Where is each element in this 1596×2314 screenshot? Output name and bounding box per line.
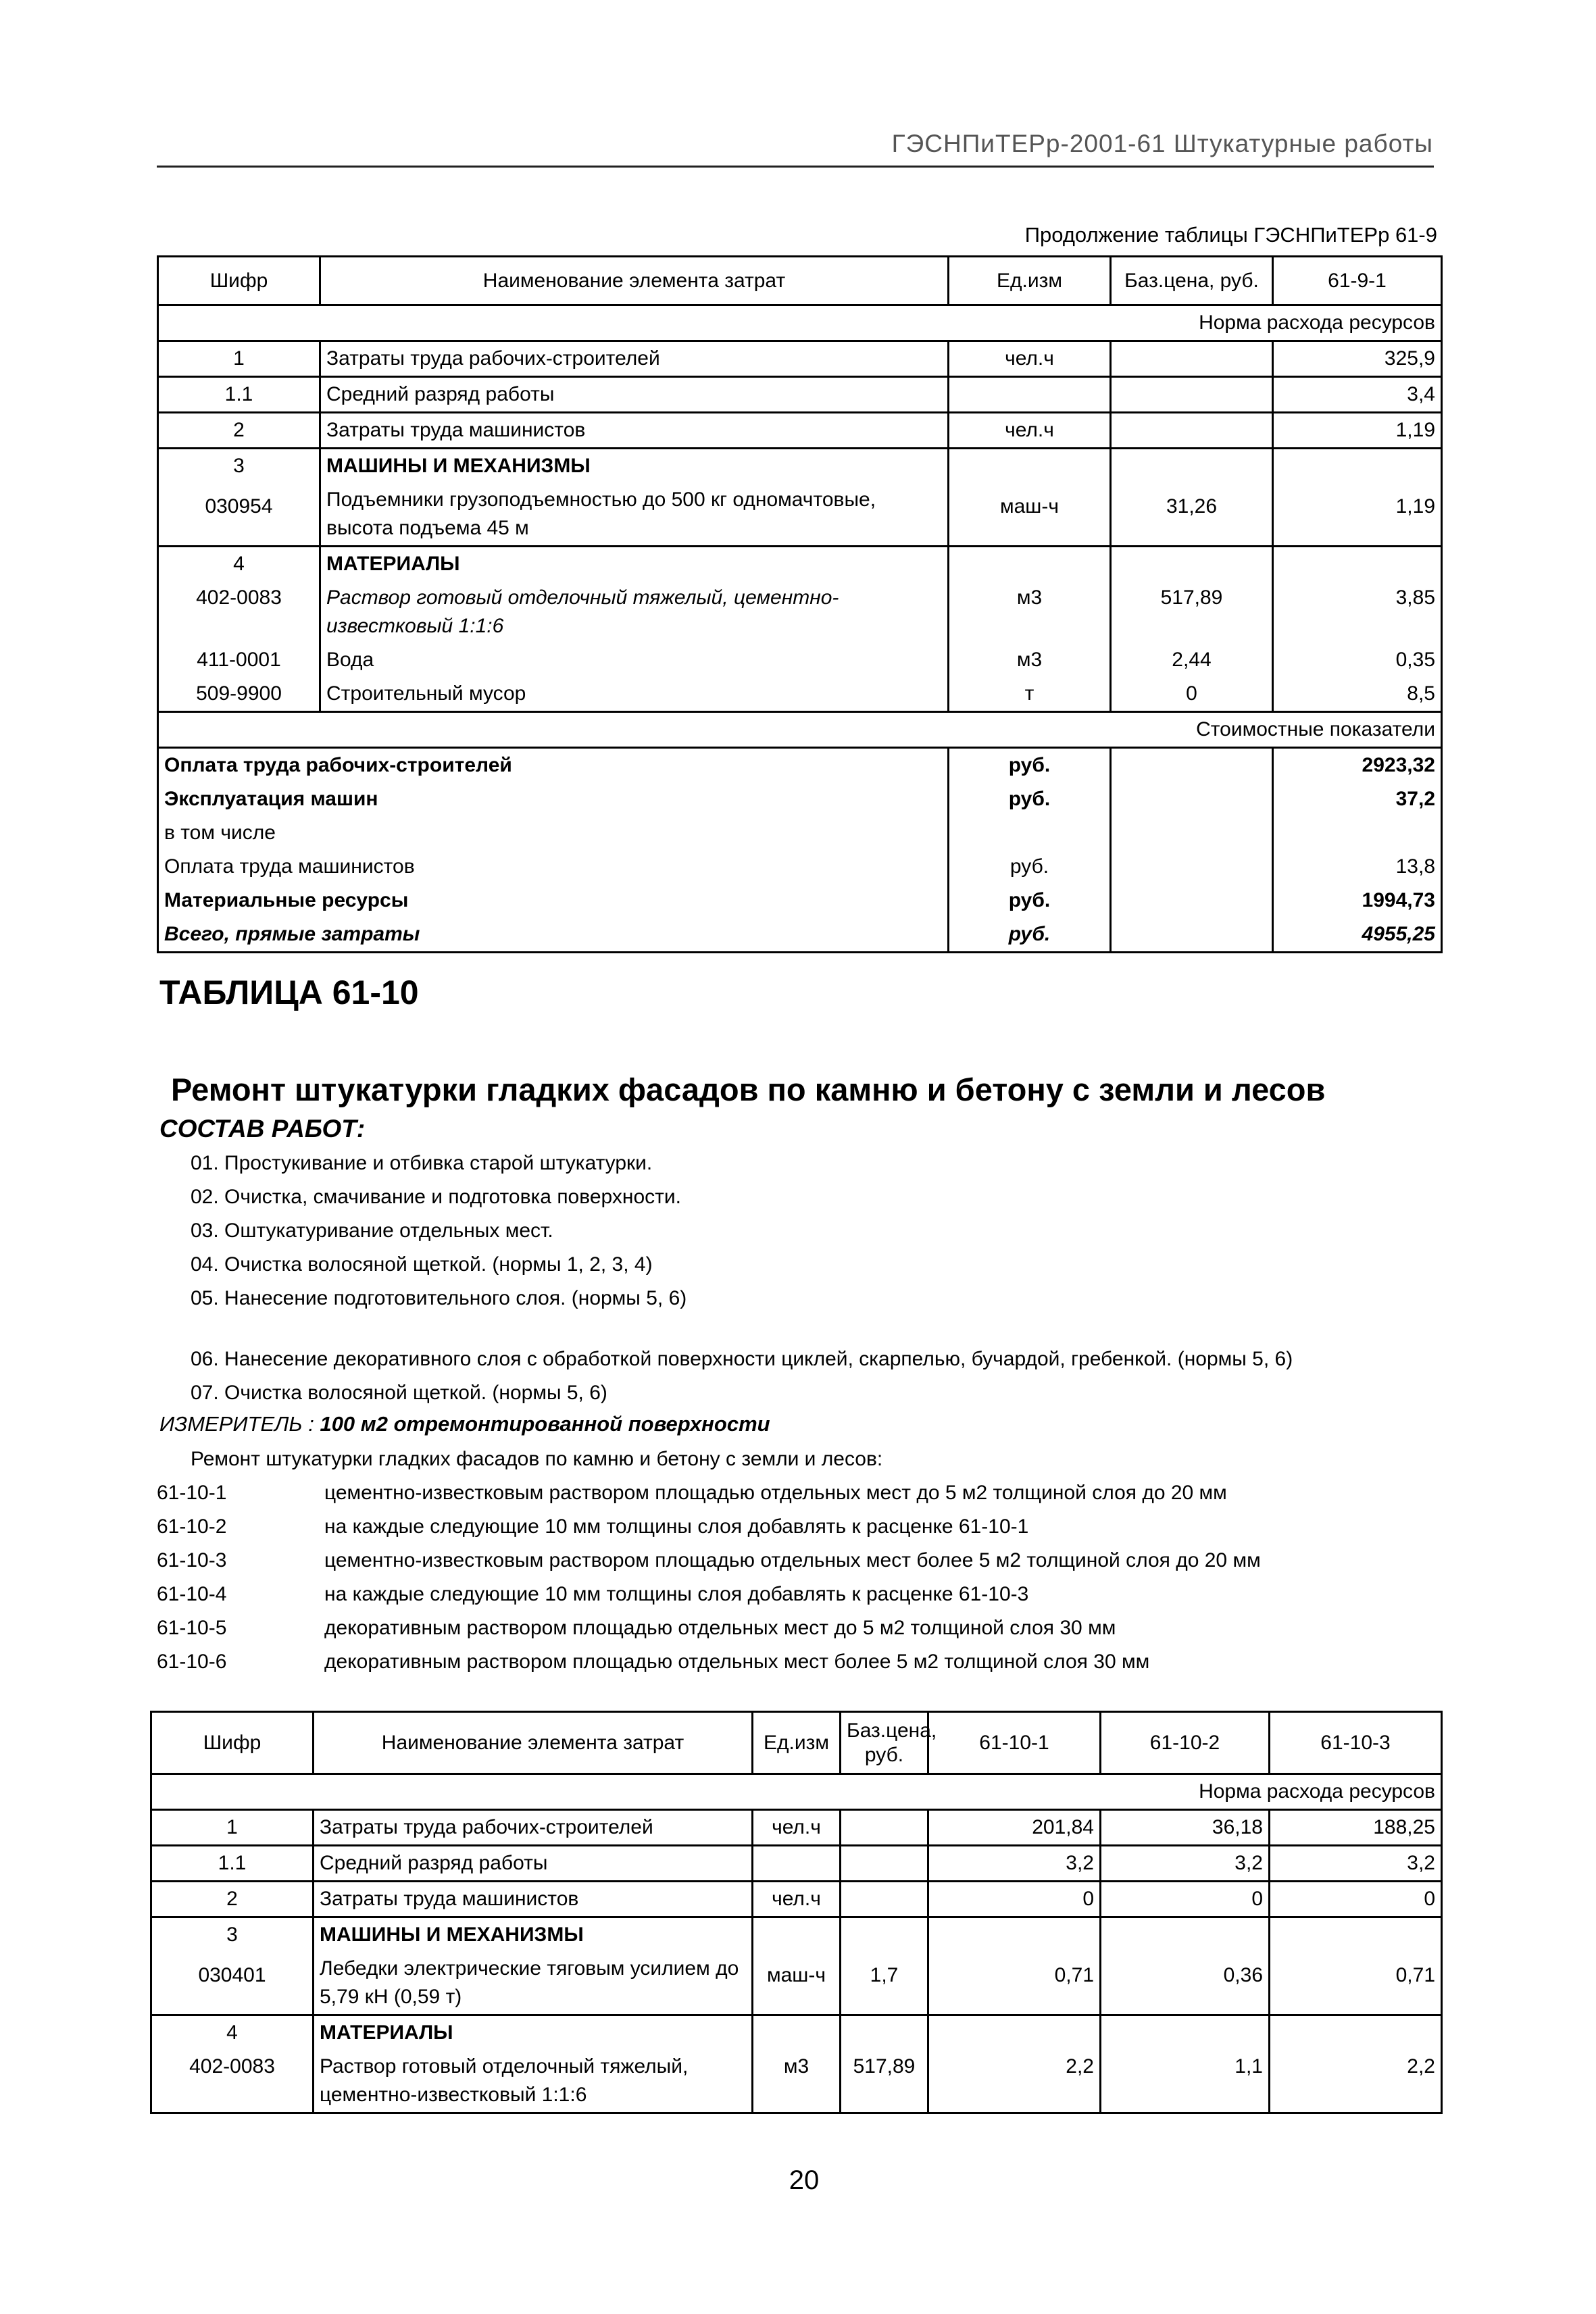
- cell-code: 4: [158, 547, 320, 582]
- cell-value-1: 0,71: [928, 1952, 1101, 2015]
- rate-description: цементно-известковым раствором площадью отдельных мест до 5 м2 толщиной слоя до 20 мм: [324, 1482, 1227, 1504]
- cell-code: 2: [158, 413, 320, 449]
- col-header-rate: 61-9-1: [1328, 269, 1387, 292]
- cell-code: 1.1: [151, 1846, 314, 1882]
- table-row: [158, 677, 1442, 712]
- cell-value: 325,9: [1384, 347, 1435, 370]
- cell-code: 3: [151, 1917, 314, 1953]
- cell-code: 402-0083: [151, 2050, 314, 2113]
- cell-value-2: 3,2: [1101, 1846, 1270, 1882]
- rate-description: декоративным раствором площадью отдельных мест до 5 м2 толщиной слоя 30 мм: [324, 1617, 1116, 1639]
- cell-value-3: 0,71: [1395, 1964, 1435, 1986]
- cell-unit: чел.ч: [753, 1882, 841, 1917]
- works-heading: СОСТАВ РАБОТ:: [159, 1115, 366, 1142]
- table-header-row: [151, 1712, 1442, 1774]
- cell-value-1: 201,84: [928, 1810, 1101, 1846]
- cell-price: [1111, 449, 1273, 484]
- table-row: [151, 1882, 1442, 1917]
- cost-value: 4955,25: [1362, 923, 1435, 945]
- cell-unit: чел.ч: [949, 413, 1111, 449]
- work-item: 05. Нанесение подготовительного слоя. (нормы 5, 6): [191, 1287, 687, 1309]
- cell-name: Средний разряд работы: [320, 377, 949, 413]
- cell-code: 2: [151, 1882, 314, 1917]
- cell-price: 31,26: [1111, 483, 1273, 547]
- cell-code: 402-0083: [158, 581, 320, 643]
- cost-empty: [1111, 816, 1273, 850]
- cost-empty: [1111, 748, 1273, 783]
- cost-row: [158, 850, 1442, 884]
- rate-code: 61-10-6: [157, 1651, 227, 1673]
- cost-header: Стоимостные показатели: [1196, 718, 1435, 740]
- cell-price: [841, 1810, 928, 1846]
- rate-code: 61-10-3: [157, 1549, 227, 1571]
- cost-label: Эксплуатация машин: [158, 782, 949, 816]
- cost-row: [158, 782, 1442, 816]
- cell-price: [841, 2015, 928, 2051]
- cell-value: 8,5: [1407, 682, 1435, 705]
- cost-empty: [1111, 884, 1273, 917]
- table-row: [151, 1810, 1442, 1846]
- col-header-unit: Ед.изм: [753, 1712, 841, 1774]
- table-row: [151, 1917, 1442, 1953]
- work-item: 01. Простукивание и отбивка старой штукатурки.: [191, 1152, 653, 1174]
- cell-price: 2,44: [1111, 643, 1273, 677]
- table-row: [158, 377, 1442, 413]
- cell-value: 3,85: [1395, 586, 1435, 609]
- cell-name: Строительный мусор: [320, 677, 949, 712]
- cell-code: 030401: [151, 1952, 314, 2015]
- cell-code: 509-9900: [158, 677, 320, 712]
- cell-value-3: 0: [1424, 1888, 1435, 1910]
- cell-price: 1,7: [841, 1952, 928, 2015]
- measure-unit-label: ИЗМЕРИТЕЛЬ :: [159, 1412, 314, 1436]
- cost-unit: руб.: [949, 917, 1111, 953]
- cost-value: 37,2: [1395, 788, 1435, 810]
- cell-price: [841, 1917, 928, 1953]
- col-header-rate-1: 61-10-1: [928, 1712, 1101, 1774]
- cost-label: Материальные ресурсы: [158, 884, 949, 917]
- cost-empty: [1111, 850, 1273, 884]
- cell-value-3: 188,25: [1373, 1816, 1435, 1838]
- rate-description: на каждые следующие 10 мм толщины слоя добавлять к расценке 61-10-1: [324, 1515, 1029, 1538]
- cell-name: Лебедки электрические тяговым усилием до 5,79 кН (0,59 т): [314, 1952, 753, 2015]
- cell-value-3: [1270, 1917, 1442, 1953]
- cell-value-3: 3,2: [1407, 1852, 1435, 1874]
- cell-code: 1.1: [158, 377, 320, 413]
- cost-row: [158, 816, 1442, 850]
- cell-unit: м3: [753, 2050, 841, 2113]
- table-row: [151, 1846, 1442, 1882]
- table-61-10: [150, 1711, 1443, 2114]
- cell-value: 1,19: [1395, 419, 1435, 441]
- col-header-price: Баз.цена, руб.: [1111, 257, 1273, 305]
- cell-value-1: 0: [928, 1882, 1101, 1917]
- table-61-9-continuation: [157, 255, 1443, 953]
- cell-name: МАШИНЫ И МЕХАНИЗМЫ: [320, 449, 949, 484]
- cost-label: Оплата труда машинистов: [158, 850, 949, 884]
- cell-value-3: 2,2: [1407, 2055, 1435, 2078]
- col-header-rate-2: 61-10-2: [1101, 1712, 1270, 1774]
- table-row: [158, 413, 1442, 449]
- header-rule: [157, 166, 1434, 168]
- cell-name: Затраты труда машинистов: [320, 413, 949, 449]
- cell-name: Затраты труда рабочих-строителей: [320, 341, 949, 377]
- norm-header: Норма расхода ресурсов: [1199, 311, 1435, 334]
- rate-code: 61-10-4: [157, 1583, 227, 1605]
- cell-name: МАТЕРИАЛЫ: [314, 2015, 753, 2051]
- col-header-code: Шифр: [158, 257, 320, 305]
- cell-unit: маш-ч: [949, 483, 1111, 547]
- table-row: [158, 547, 1442, 582]
- cell-price: 517,89: [841, 2050, 928, 2113]
- cell-price: [841, 1846, 928, 1882]
- table-row: [158, 483, 1442, 547]
- col-header-code: Шифр: [151, 1712, 314, 1774]
- cell-value-2: 1,1: [1101, 2050, 1270, 2113]
- cell-name: Раствор готовый отделочный тяжелый, цементно-известковый 1:1:6: [314, 2050, 753, 2113]
- cell-value: 0,35: [1395, 649, 1435, 671]
- cell-value: 1,19: [1395, 495, 1435, 518]
- cell-price: [1111, 547, 1273, 582]
- cost-label: в том числе: [158, 816, 949, 850]
- cell-unit: т: [949, 677, 1111, 712]
- cost-row-total: [158, 917, 1442, 953]
- running-header: ГЭСНПиТЕРр-2001-61 Штукатурные работы: [891, 130, 1433, 157]
- cell-value-1: 2,2: [928, 2050, 1101, 2113]
- cell-code: 411-0001: [158, 643, 320, 677]
- cell-name: МАТЕРИАЛЫ: [320, 547, 949, 582]
- rate-code: 61-10-5: [157, 1617, 227, 1639]
- cell-price: 517,89: [1111, 581, 1273, 643]
- cell-name: Затраты труда машинистов: [314, 1882, 753, 1917]
- rate-code: 61-10-1: [157, 1482, 227, 1504]
- cost-unit: [949, 816, 1111, 850]
- cell-name: МАШИНЫ И МЕХАНИЗМЫ: [314, 1917, 753, 1953]
- cost-label: Всего, прямые затраты: [158, 917, 949, 953]
- rate-code: 61-10-2: [157, 1515, 227, 1538]
- cell-name: Подъемники грузоподъемностью до 500 кг одномачтовые, высота подъема 45 м: [320, 483, 949, 547]
- cell-value-1: [928, 1917, 1101, 1953]
- cell-value-2: 0: [1101, 1882, 1270, 1917]
- rate-description: цементно-известковым раствором площадью отдельных мест более 5 м2 толщиной слоя до 20 мм: [324, 1549, 1261, 1571]
- cost-unit: руб.: [949, 782, 1111, 816]
- cell-price: [841, 1882, 928, 1917]
- cell-value-2: [1101, 2015, 1270, 2051]
- cell-name: Вода: [320, 643, 949, 677]
- table-row: [158, 449, 1442, 484]
- cell-code: 4: [151, 2015, 314, 2051]
- cell-unit: [949, 377, 1111, 413]
- cell-value-1: 3,2: [928, 1846, 1101, 1882]
- table-row: [158, 581, 1442, 643]
- cell-unit: чел.ч: [753, 1810, 841, 1846]
- continuation-caption: Продолжение таблицы ГЭСНПиТЕРр 61-9: [1024, 223, 1437, 247]
- cell-value-2: 36,18: [1101, 1810, 1270, 1846]
- table-row: [158, 341, 1442, 377]
- cell-value: [1273, 547, 1442, 582]
- cell-price: [1111, 377, 1273, 413]
- cell-unit: [949, 547, 1111, 582]
- measure-unit-value: 100 м2 отремонтированной поверхности: [320, 1412, 770, 1436]
- cell-value-1: [928, 2015, 1101, 2051]
- work-item: 07. Очистка волосяной щеткой. (нормы 5, 6): [191, 1382, 607, 1404]
- cell-code: 1: [151, 1810, 314, 1846]
- cell-value-3: [1270, 2015, 1442, 2051]
- cell-code: 030954: [158, 483, 320, 547]
- cell-name: Затраты труда рабочих-строителей: [314, 1810, 753, 1846]
- page-number: 20: [789, 2165, 820, 2195]
- cell-unit: чел.ч: [949, 341, 1111, 377]
- cell-code: 3: [158, 449, 320, 484]
- cell-unit: м3: [949, 581, 1111, 643]
- cost-value: 13,8: [1395, 855, 1435, 878]
- norm-header-row: [158, 305, 1442, 341]
- rates-intro: Ремонт штукатурки гладких фасадов по камню и бетону с земли и лесов:: [191, 1448, 883, 1470]
- col-header-rate-3: 61-10-3: [1320, 1731, 1391, 1754]
- cost-unit: руб.: [949, 850, 1111, 884]
- cost-row: [158, 884, 1442, 917]
- work-item: 04. Очистка волосяной щеткой. (нормы 1, 2, 3, 4): [191, 1253, 653, 1276]
- cell-unit: [949, 449, 1111, 484]
- cell-value: 3,4: [1407, 383, 1435, 405]
- section-title: Ремонт штукатурки гладких фасадов по камню и бетону с земли и лесов: [171, 1072, 1326, 1107]
- col-header-unit: Ед.изм: [949, 257, 1111, 305]
- cell-name: Средний разряд работы: [314, 1846, 753, 1882]
- col-header-price: Баз.цена, руб.: [841, 1712, 928, 1774]
- cell-value-2: 0,36: [1101, 1952, 1270, 2015]
- table-title: ТАБЛИЦА 61-10: [159, 974, 419, 1011]
- cell-name: Раствор готовый отделочный тяжелый, цементно-известковый 1:1:6: [320, 581, 949, 643]
- cost-empty: [1111, 782, 1273, 816]
- cell-unit: [753, 1917, 841, 1953]
- cell-code: 1: [158, 341, 320, 377]
- cost-value: [1273, 816, 1442, 850]
- cell-price: [1111, 341, 1273, 377]
- work-item: 06. Нанесение декоративного слоя с обработкой поверхности циклей, скарпелью, бучардой, гребенкой. (нормы 5, 6): [191, 1348, 1293, 1370]
- col-header-name: Наименование элемента затрат: [320, 257, 949, 305]
- cell-value-2: [1101, 1917, 1270, 1953]
- cost-value: 1994,73: [1362, 889, 1435, 911]
- work-item: 03. Оштукатуривание отдельных мест.: [191, 1219, 553, 1242]
- cell-value: [1273, 449, 1442, 484]
- measure-unit: [159, 1412, 770, 1436]
- cost-value: 2923,32: [1362, 754, 1435, 776]
- work-item: 02. Очистка, смачивание и подготовка поверхности.: [191, 1186, 681, 1208]
- norm-header: Норма расхода ресурсов: [1199, 1780, 1435, 1803]
- cost-header-row: [158, 712, 1442, 748]
- cell-unit: маш-ч: [753, 1952, 841, 2015]
- norm-header-row: [151, 1774, 1442, 1810]
- table-header-row: [158, 257, 1442, 305]
- cost-row: [158, 748, 1442, 783]
- cost-unit: руб.: [949, 884, 1111, 917]
- cell-unit: м3: [949, 643, 1111, 677]
- col-header-name: Наименование элемента затрат: [314, 1712, 753, 1774]
- table-row: [158, 643, 1442, 677]
- cell-price: [1111, 413, 1273, 449]
- table-row: [151, 2050, 1442, 2113]
- cell-unit: [753, 2015, 841, 2051]
- table-row: [151, 1952, 1442, 2015]
- cost-label: Оплата труда рабочих-строителей: [158, 748, 949, 783]
- cost-unit: руб.: [949, 748, 1111, 783]
- cell-price: 0: [1111, 677, 1273, 712]
- table-row: [151, 2015, 1442, 2051]
- cost-empty: [1111, 917, 1273, 953]
- rate-description: на каждые следующие 10 мм толщины слоя добавлять к расценке 61-10-3: [324, 1583, 1029, 1605]
- cell-unit: [753, 1846, 841, 1882]
- rate-description: декоративным раствором площадью отдельных мест более 5 м2 толщиной слоя 30 мм: [324, 1651, 1150, 1673]
